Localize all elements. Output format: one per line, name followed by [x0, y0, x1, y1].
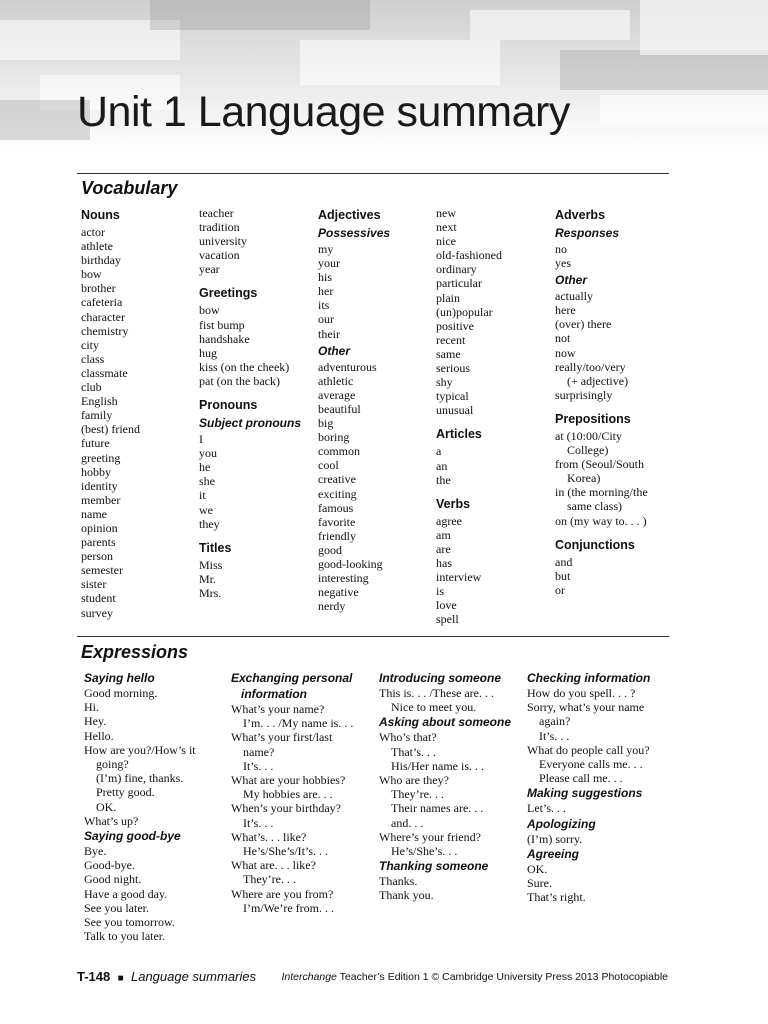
expression-item: Sure.	[527, 876, 552, 891]
vocab-item: spell	[436, 612, 459, 627]
expression-item: and. . .	[391, 815, 424, 830]
expression-subheading: Agreeing	[527, 846, 580, 861]
vocab-item: really/too/very	[555, 359, 626, 374]
vocab-item: cafeteria	[81, 295, 123, 310]
footer-credit-text: Teacher’s Edition 1 © Cambridge University Press 2013 Photocopiable	[339, 971, 668, 983]
vocab-item: College)	[567, 443, 609, 458]
vocab-item: friendly	[318, 528, 356, 543]
expression-subheading: Saying good-bye	[84, 829, 181, 844]
expression-item: Who are they?	[379, 773, 449, 788]
expression-item: Bye.	[84, 844, 107, 859]
vocab-item: Mrs.	[199, 585, 222, 600]
vocab-item: your	[318, 256, 340, 271]
vocab-item: nerdy	[318, 599, 346, 614]
expression-item: Thank you.	[379, 888, 434, 903]
vocabulary-rule	[77, 173, 669, 174]
vocab-item: on (my way to. . . )	[555, 513, 647, 528]
vocab-item: ordinary	[436, 262, 477, 277]
expression-item: Good morning.	[84, 686, 158, 700]
vocab-item: from (Seoul/South	[555, 457, 644, 472]
expressions-heading: Expressions	[81, 642, 189, 662]
expression-item: It’s. . .	[539, 728, 570, 743]
vocab-item: average	[318, 387, 356, 402]
vocab-item: good	[318, 542, 342, 557]
category-heading: Conjunctions	[555, 537, 635, 552]
expression-item: They’re. . .	[243, 872, 296, 887]
vocab-item: sister	[81, 577, 107, 592]
vocab-item: you	[199, 446, 217, 461]
expression-subheading: Asking about someone	[379, 715, 512, 730]
vocab-item: future	[81, 436, 110, 451]
vocab-item: no	[555, 242, 567, 256]
expression-item: going?	[96, 757, 129, 772]
vocab-item: but	[555, 568, 571, 583]
category-heading: Articles	[436, 427, 482, 442]
vocab-item: favorite	[318, 514, 356, 529]
vocab-item: opinion	[81, 520, 118, 535]
vocab-item: adventurous	[318, 359, 377, 374]
expression-item: See you tomorrow.	[84, 915, 175, 930]
vocab-item: creative	[318, 472, 356, 487]
expression-subheading: Apologizing	[527, 816, 596, 831]
footer-bullet: ■	[117, 973, 124, 984]
vocab-item: in (the morning/the	[555, 485, 648, 500]
vocab-item: bow	[81, 267, 102, 282]
page-title: Unit 1 Language summary	[77, 88, 570, 136]
expression-item: Good night.	[84, 872, 142, 887]
vocab-item: bow	[199, 303, 220, 318]
page-footer	[77, 969, 256, 984]
expression-item: Hi.	[84, 700, 99, 715]
vocab-item: common	[318, 444, 360, 459]
category-heading: Nouns	[81, 208, 120, 222]
expressions-column	[84, 670, 196, 943]
footer-credit	[281, 971, 668, 983]
vocab-item: semester	[81, 563, 123, 578]
vocab-item: chemistry	[81, 323, 129, 338]
vocab-item: class	[81, 351, 105, 366]
vocab-item: big	[318, 416, 334, 431]
category-heading: Prepositions	[555, 411, 631, 426]
vocab-column	[199, 206, 301, 600]
expression-item: What’s your name?	[231, 702, 325, 716]
vocab-item: person	[81, 549, 113, 564]
expression-item: Who’s that?	[379, 730, 437, 745]
vocab-item: brother	[81, 281, 116, 296]
expression-item: (I’m) sorry.	[527, 831, 583, 846]
category-heading: Greetings	[199, 286, 258, 301]
vocab-item: their	[318, 326, 340, 341]
expression-item: What do people call you?	[527, 742, 650, 757]
vocab-item: his	[318, 270, 333, 285]
expression-item: Pretty good.	[96, 785, 155, 800]
vocab-item: am	[436, 527, 451, 542]
expression-item: When’s your birthday?	[231, 801, 341, 816]
vocab-item: a	[436, 444, 442, 459]
vocab-column	[318, 207, 390, 613]
expression-subheading: Thanking someone	[379, 859, 489, 874]
expression-subheading: Saying hello	[84, 671, 155, 685]
vocab-item: actually	[555, 289, 593, 304]
expression-subheading: Making suggestions	[527, 786, 643, 801]
category-subheading: Other	[318, 343, 351, 358]
expressions-column	[231, 670, 353, 915]
vocab-item: agree	[436, 513, 462, 528]
expression-item: Hey.	[84, 714, 107, 729]
vocab-item: Miss	[199, 557, 223, 572]
vocab-item: (best) friend	[81, 422, 140, 437]
expression-item: His/Her name is. . .	[391, 758, 484, 773]
vocab-item: interesting	[318, 571, 369, 586]
category-heading: Adjectives	[318, 208, 381, 222]
vocab-item: serious	[436, 361, 470, 376]
vocab-item: old-fashioned	[436, 248, 502, 263]
vocab-item: same	[436, 346, 461, 361]
expression-item: Nice to meet you.	[391, 700, 477, 715]
vocab-item: the	[436, 472, 451, 487]
vocab-item: surprisingly	[555, 387, 613, 402]
vocab-column	[436, 206, 502, 626]
expression-item: Please call me. . .	[539, 771, 623, 786]
expression-item: What are your hobbies?	[231, 773, 346, 788]
expression-subheading: information	[241, 687, 307, 701]
vocab-item: an	[436, 458, 448, 473]
vocabulary-heading: Vocabulary	[81, 178, 178, 198]
vocab-item: love	[436, 598, 457, 613]
expression-item: How do you spell. . . ?	[527, 686, 636, 700]
category-subheading: Responses	[555, 226, 620, 240]
vocab-item: athletic	[318, 373, 354, 388]
vocab-item: unusual	[436, 403, 474, 418]
category-subheading: Subject pronouns	[199, 416, 301, 431]
vocab-column	[555, 207, 648, 597]
expressions-rule	[77, 636, 669, 637]
vocab-item: member	[81, 492, 121, 507]
vocab-item: I	[199, 432, 203, 447]
vocab-item: classmate	[81, 365, 128, 380]
vocab-item: we	[199, 502, 213, 517]
vocab-item: name	[81, 506, 107, 521]
expression-item: That’s right.	[527, 890, 586, 905]
category-heading: Adverbs	[555, 208, 606, 222]
vocab-item: are	[436, 541, 451, 556]
expressions-column	[527, 670, 650, 904]
vocab-item: English	[81, 394, 118, 409]
expression-item: What’s up?	[84, 813, 139, 828]
vocab-item: shy	[436, 375, 453, 390]
expression-item: (I’m) fine, thanks.	[96, 771, 184, 786]
category-heading: Titles	[199, 540, 232, 555]
vocab-item: or	[555, 582, 565, 597]
vocab-item: tradition	[199, 220, 240, 235]
vocab-item: new	[436, 206, 456, 220]
footer-section: Language summaries	[130, 969, 257, 984]
expressions-column	[379, 670, 511, 903]
vocab-item: pat (on the back)	[199, 373, 280, 388]
vocab-item: plain	[436, 290, 460, 305]
vocab-item: beautiful	[318, 401, 361, 416]
vocab-item: at (10:00/City	[555, 428, 622, 443]
vocab-item: hug	[199, 345, 217, 360]
vocab-item: hobby	[81, 464, 111, 479]
vocab-item: positive	[436, 318, 474, 333]
expression-item: That’s. . .	[391, 744, 436, 759]
expression-subheading: Exchanging personal	[231, 671, 353, 685]
expression-item: Thanks.	[379, 874, 418, 889]
vocab-item: (+ adjective)	[567, 373, 629, 388]
expression-item: OK.	[96, 799, 117, 814]
expression-item: I’m. . . /My name is. . .	[243, 716, 354, 731]
vocab-item: she	[199, 474, 215, 489]
vocab-item: they	[199, 516, 220, 531]
vocab-item: is	[436, 584, 445, 599]
expression-item: He’s/She’s/It’s. . .	[243, 844, 329, 859]
vocab-item: recent	[436, 332, 466, 347]
expression-subheading: Introducing someone	[379, 671, 502, 685]
vocab-item: university	[199, 234, 247, 249]
vocab-item: her	[318, 284, 334, 299]
category-subheading: Other	[555, 273, 588, 288]
vocab-item: next	[436, 220, 457, 235]
vocab-item: good-looking	[318, 556, 383, 571]
vocab-item: here	[555, 303, 576, 318]
expression-item: OK.	[527, 861, 548, 876]
expression-item: Good-bye.	[84, 858, 135, 873]
vocab-item: cool	[318, 458, 339, 473]
vocab-item: birthday	[81, 253, 121, 268]
vocab-item: athlete	[81, 239, 113, 254]
page-number: T-148	[77, 969, 111, 984]
vocab-item: has	[436, 555, 452, 570]
expression-item: This is. . . /These are. . .	[379, 686, 494, 700]
vocab-item: nice	[436, 234, 456, 249]
vocab-item: greeting	[81, 450, 121, 465]
expression-subheading: Checking information	[527, 671, 651, 685]
vocab-item: identity	[81, 478, 118, 493]
vocab-item: club	[81, 380, 102, 395]
vocab-item: not	[555, 331, 571, 346]
expression-item: name?	[243, 744, 275, 759]
category-subheading: Possessives	[318, 226, 391, 240]
vocab-item: Korea)	[567, 471, 601, 486]
expression-item: He’s/She’s. . .	[391, 844, 458, 859]
vocab-item: Mr.	[199, 571, 217, 586]
vocab-item: (un)popular	[436, 304, 493, 319]
expression-item: Their names are. . .	[391, 801, 484, 816]
vocab-item: he	[199, 460, 211, 475]
expression-item: Let’s. . .	[527, 801, 566, 816]
vocab-item: now	[555, 345, 576, 360]
expression-item: My hobbies are. . .	[243, 787, 333, 802]
vocab-item: famous	[318, 500, 354, 515]
vocab-item: teacher	[199, 206, 234, 220]
vocab-item: survey	[81, 605, 113, 620]
vocab-item: student	[81, 591, 116, 606]
vocab-item: my	[318, 242, 334, 256]
vocab-column	[81, 207, 140, 620]
vocab-item: actor	[81, 225, 105, 239]
vocab-item: it	[199, 488, 206, 503]
category-heading: Verbs	[436, 496, 471, 511]
vocab-item: interview	[436, 570, 482, 585]
expression-item: What’s. . . like?	[231, 829, 307, 844]
expression-item: Where’s your friend?	[379, 829, 481, 844]
expression-item: Hello.	[84, 728, 114, 743]
vocab-item: city	[81, 337, 99, 352]
vocab-item: parents	[81, 535, 116, 550]
vocab-item: boring	[318, 430, 350, 445]
vocab-item: (over) there	[555, 317, 612, 332]
vocab-item: same class)	[567, 499, 622, 514]
vocab-item: typical	[436, 389, 469, 404]
expression-item: They’re. . .	[391, 787, 444, 802]
vocab-item: fist bump	[199, 317, 245, 332]
vocab-item: kiss (on the cheek)	[199, 359, 290, 374]
vocab-item: particular	[436, 276, 482, 291]
vocab-item: its	[318, 298, 330, 313]
expression-item: Everyone calls me. . .	[539, 757, 643, 772]
expression-item: What are. . . like?	[231, 858, 316, 873]
expression-item: Sorry, what’s your name	[527, 700, 645, 715]
expression-item: What’s your first/last	[231, 730, 333, 745]
vocab-item: and	[555, 554, 573, 569]
vocab-item: character	[81, 309, 125, 324]
expression-item: It’s. . .	[243, 758, 274, 773]
expression-item: Have a good day.	[84, 886, 168, 901]
vocab-item: negative	[318, 585, 359, 600]
vocab-item: vacation	[199, 248, 240, 263]
vocab-item: year	[199, 262, 220, 277]
category-heading: Pronouns	[199, 398, 258, 413]
vocab-item: handshake	[199, 331, 250, 346]
expression-item: How are you?/How’s it	[84, 742, 196, 757]
expression-item: See you later.	[84, 900, 149, 915]
footer-book: Interchange	[281, 971, 337, 983]
vocab-item: exciting	[318, 486, 357, 501]
expression-item: Where are you from?	[231, 886, 334, 901]
expression-item: again?	[539, 714, 571, 729]
vocab-item: family	[81, 408, 113, 423]
expression-item: It’s. . .	[243, 815, 274, 830]
expression-item: Talk to you later.	[84, 929, 166, 944]
vocab-item: yes	[555, 256, 571, 271]
vocab-item: our	[318, 312, 334, 327]
expression-item: I’m/We’re from. . .	[243, 900, 334, 915]
